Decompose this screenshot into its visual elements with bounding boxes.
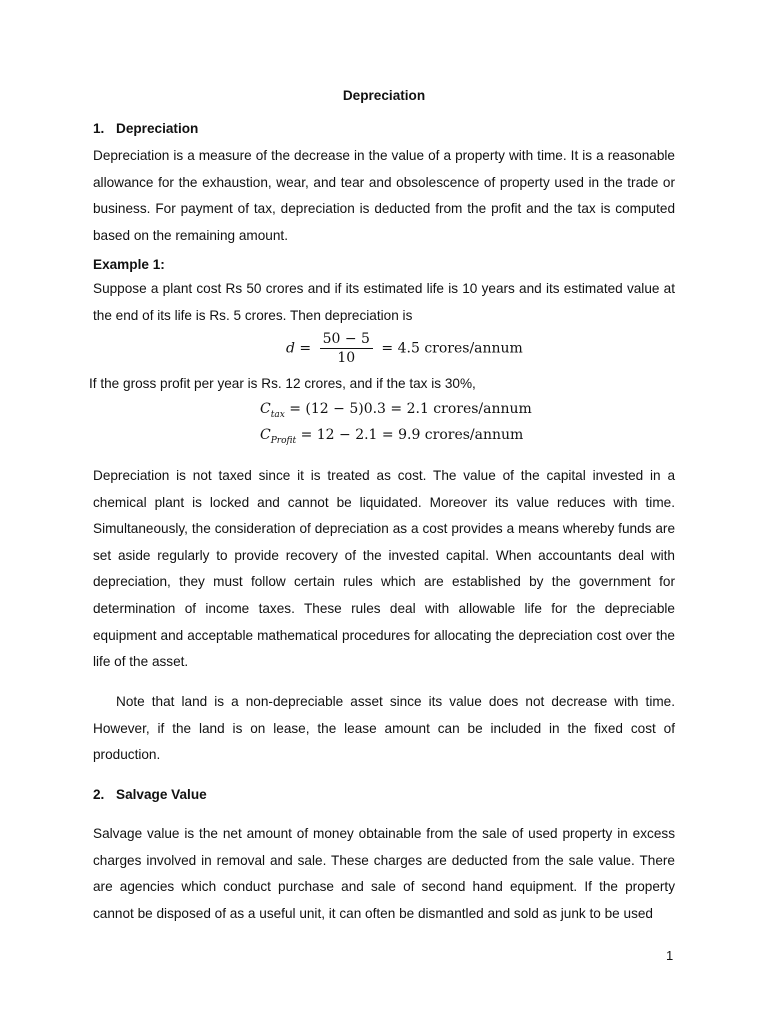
equation-profit bbox=[260, 427, 523, 446]
page-number: 1 bbox=[666, 948, 674, 963]
eq1-lhs: d = bbox=[286, 340, 312, 357]
section-2-title: Salvage Value bbox=[116, 787, 207, 802]
eq3-lhs-sub: Profit bbox=[270, 435, 297, 446]
section-1-paragraph-2: Depreciation is not taxed since it is treated as cost. The value of the capital invested in a chemical plant is locked and cannot be liquidated. Moreover its value reduces with time. Simultaneously, the consideration of depreciation as a cost provides a means whereby funds are set aside regularly to provide recovery of the invested capital. When accountants deal with depreciation, they must follow certain rules which are established by the government for determination of income taxes. These rules deal with allowable life for the depreciable equipment and acceptable mathematical procedures for allocating the depreciation cost over the life of the asset. bbox=[93, 468, 675, 670]
section-1-paragraph-1: Depreciation is a measure of the decrease in the value of a property with time. It is a reasonable allowance for the exhaustion, wear, and tear and obsolescence of property used in the trade or business. For payment of tax, depreciation is deducted from the profit and the tax is computed based on the remaining amount. bbox=[93, 148, 675, 243]
eq1-numerator: 50 − 5 bbox=[320, 331, 373, 349]
section-1-title: Depreciation bbox=[116, 121, 199, 136]
eq1-fraction bbox=[320, 331, 373, 366]
eq2-lhs-main: C bbox=[260, 401, 271, 417]
eq3-rhs: = 12 − 2.1 = 9.9 crores/annum bbox=[296, 427, 524, 443]
eq2-rhs: = (12 − 5)0.3 = 2.1 crores/annum bbox=[284, 401, 532, 417]
section-2-paragraph-1: Salvage value is the net amount of money obtainable from the sale of used property in excess charges involved in removal and sale. These charges are deducted from the sale value. There are agencies which conduct purchase and sale of second hand equipment. If the property cannot be disposed of as a useful unit, it can often be dismantled and sold as junk to be used bbox=[93, 826, 675, 921]
example-text: Suppose a plant cost Rs 50 crores and if its estimated life is 10 years and its estimated value at the end of its life is Rs. 5 crores. Then depreciation is bbox=[93, 281, 675, 323]
section-1-heading bbox=[93, 121, 198, 136]
equation-tax bbox=[260, 401, 532, 420]
section-2-heading bbox=[93, 787, 207, 802]
gross-profit-text: If the gross profit per year is Rs. 12 crores, and if the tax is 30%, bbox=[89, 376, 476, 391]
eq3-lhs-main: C bbox=[260, 427, 271, 443]
document-title: Depreciation bbox=[342, 88, 426, 103]
example-label: Example 1: bbox=[93, 257, 165, 272]
eq1-rhs: = 4.5 crores/annum bbox=[381, 340, 523, 357]
eq2-lhs-sub: tax bbox=[270, 409, 285, 420]
section-1-number: 1. bbox=[93, 121, 105, 136]
section-1-paragraph-3: Note that land is a non-depreciable asset since its value does not decrease with time. However, if the land is on lease, the lease amount can be included in the fixed cost of production. bbox=[93, 694, 675, 763]
section-2-number: 2. bbox=[93, 787, 105, 802]
equation-depreciation bbox=[286, 331, 523, 366]
eq1-denominator: 10 bbox=[337, 350, 356, 366]
